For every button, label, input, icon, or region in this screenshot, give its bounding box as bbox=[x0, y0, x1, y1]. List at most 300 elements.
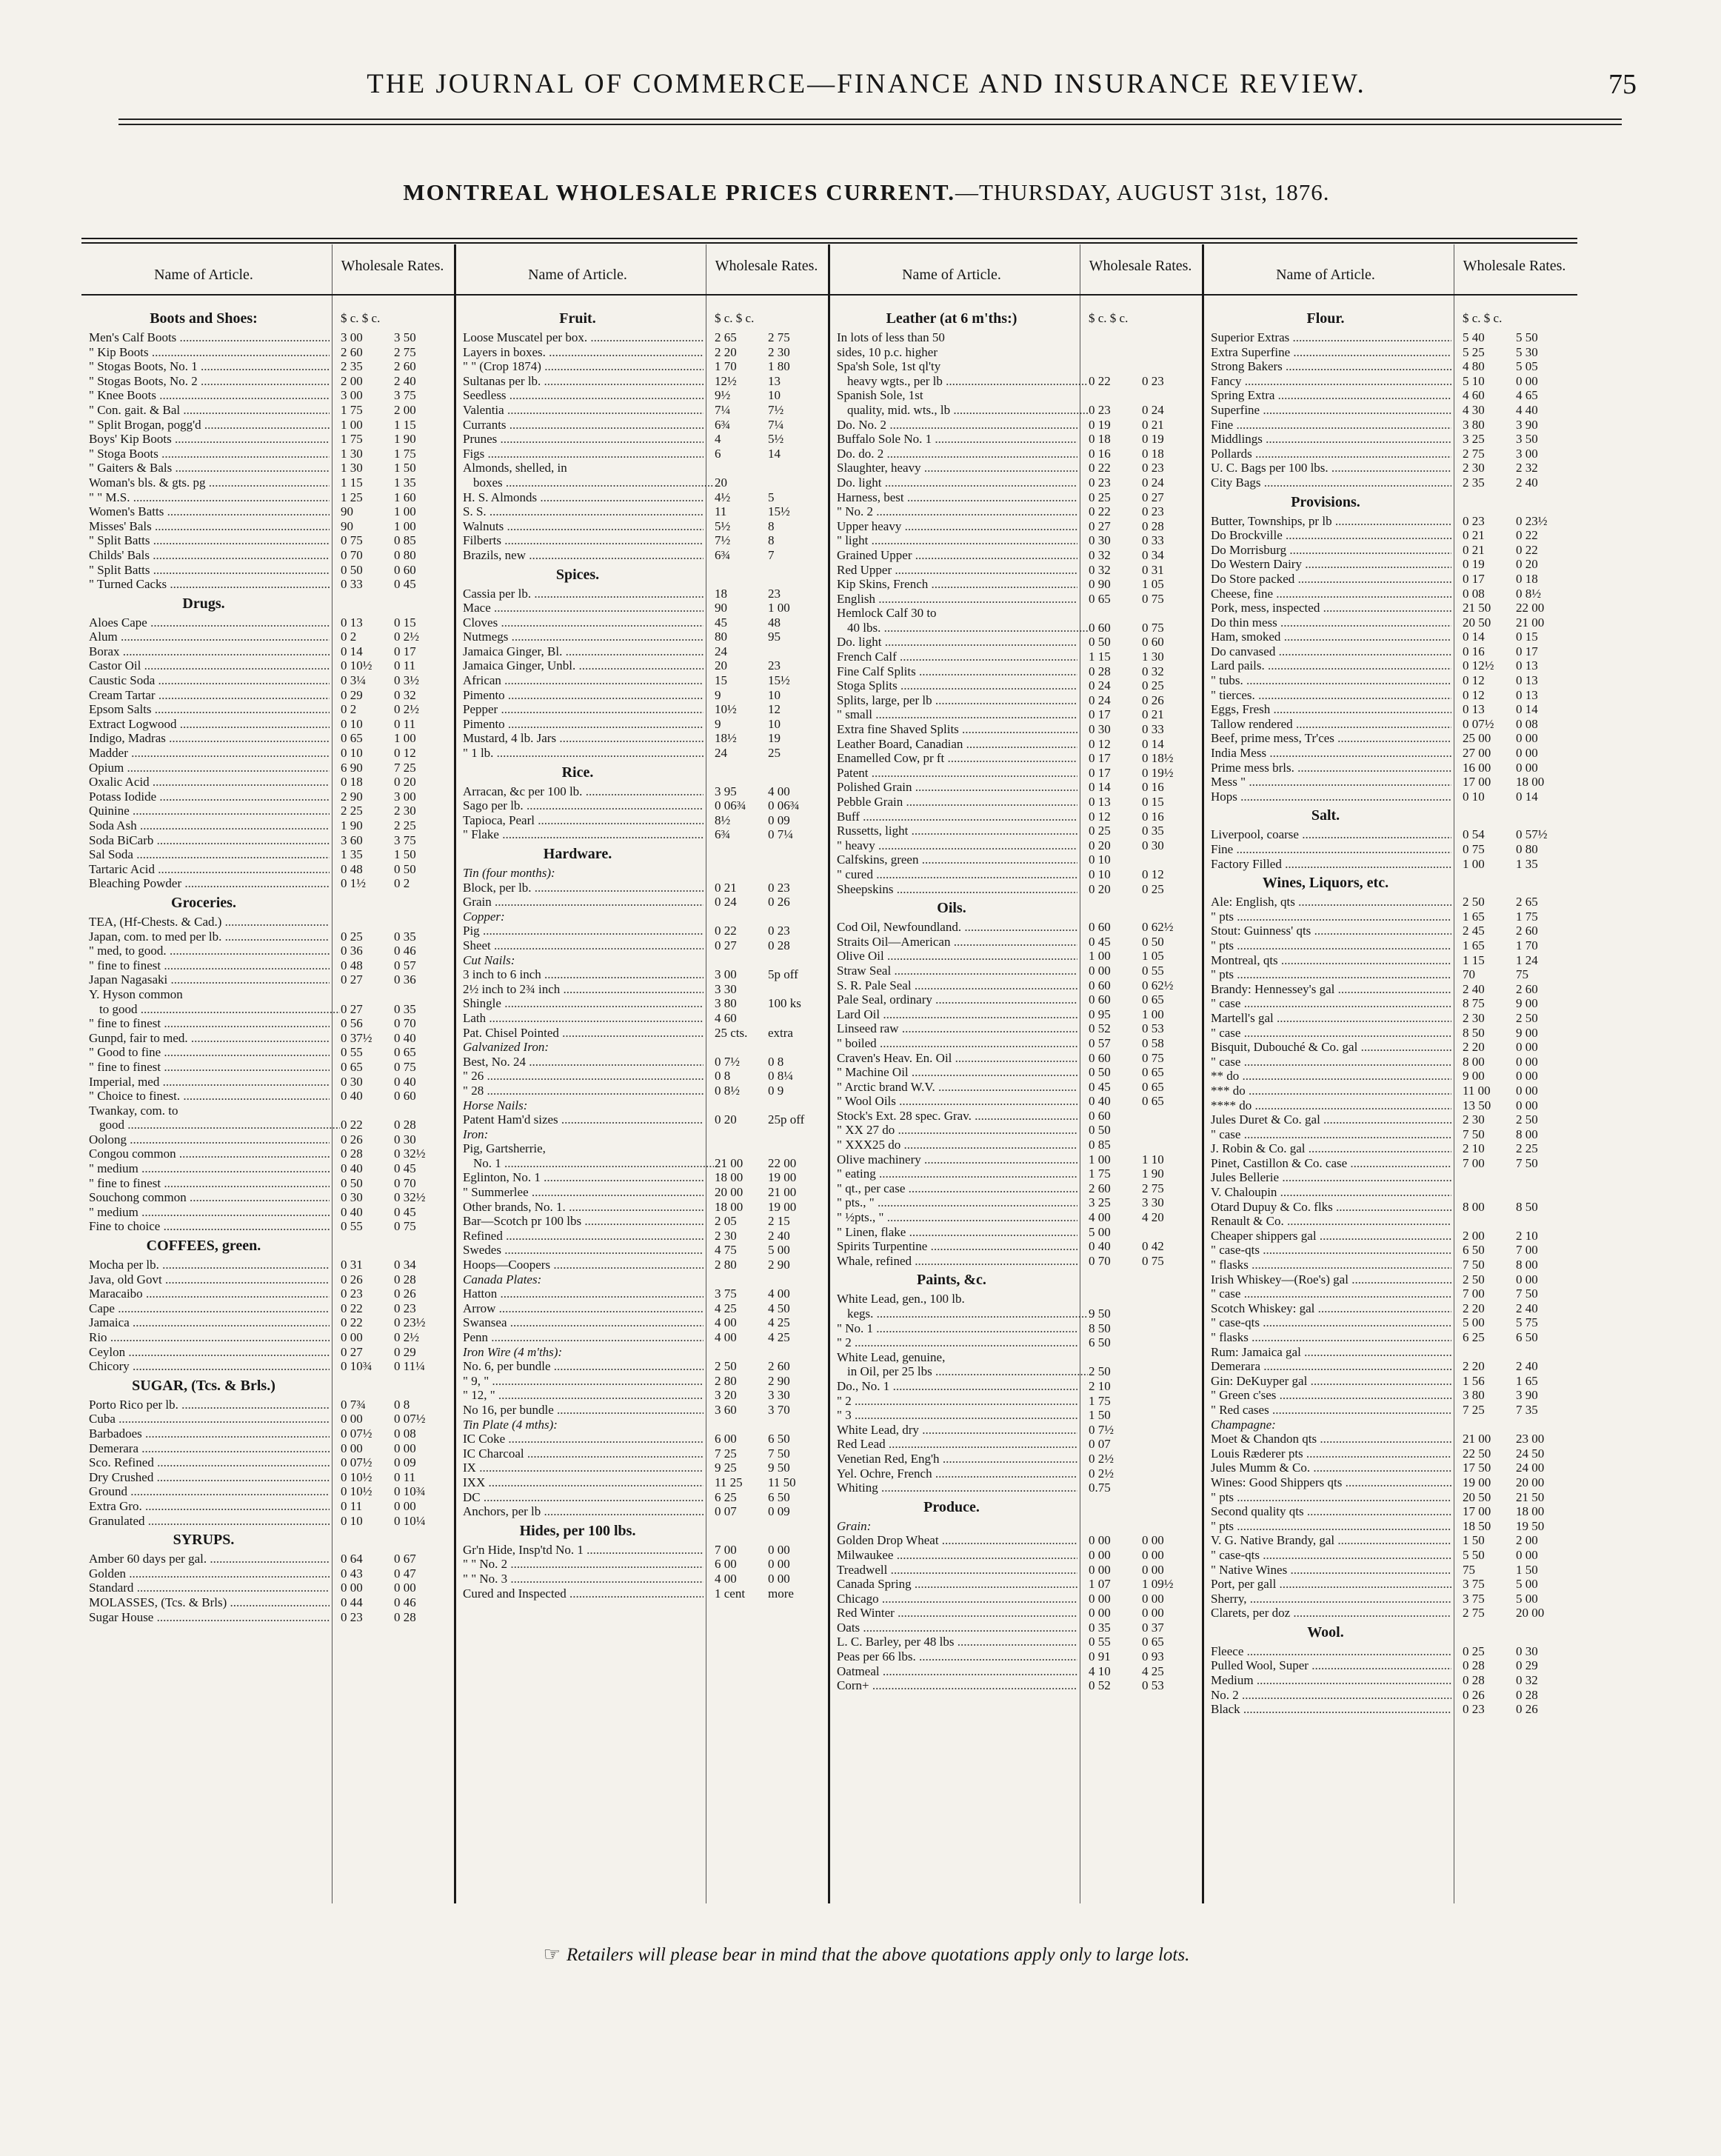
low-rate: 10½ bbox=[715, 702, 737, 717]
price-row bbox=[455, 533, 829, 548]
high-rate: 0 42 bbox=[1142, 1239, 1164, 1254]
article-name: Java, old Govt ..... bbox=[89, 1272, 330, 1287]
high-rate: 0 30 bbox=[1142, 838, 1164, 852]
high-rate: 0 32½ bbox=[394, 1147, 426, 1161]
low-rate: 0 14 bbox=[341, 644, 363, 658]
article-name: 2½ inch to 2¾ inch ..... bbox=[463, 982, 704, 997]
high-rate: 0 53 bbox=[1142, 1021, 1164, 1036]
article-name: Sherry, ..... bbox=[1211, 1592, 1451, 1606]
low-rate: 6¾ bbox=[715, 417, 731, 432]
price-row bbox=[455, 1315, 829, 1330]
price-row bbox=[455, 418, 829, 433]
article-name: Fine to choice ..... bbox=[89, 1219, 330, 1234]
article-name: 40 lbs. ..... bbox=[847, 621, 1088, 635]
high-rate: 3 00 bbox=[1516, 446, 1538, 461]
price-row bbox=[81, 577, 455, 592]
high-rate: 7½ bbox=[768, 402, 784, 417]
article-name: " Con. gait. & Bal ..... bbox=[89, 403, 330, 418]
price-row bbox=[829, 1306, 1203, 1321]
article-name: Butter, Townships, pr lb ..... bbox=[1211, 514, 1451, 529]
price-row bbox=[81, 1595, 455, 1610]
price-row bbox=[81, 1499, 455, 1514]
high-rate: 13 bbox=[768, 373, 781, 388]
low-rate: 0 40 bbox=[1089, 1094, 1111, 1109]
article-name: Buffalo Sole No. 1 ..... bbox=[837, 432, 1077, 447]
price-row bbox=[81, 345, 455, 360]
price-row bbox=[455, 504, 829, 519]
high-rate: 0 65 bbox=[1142, 1635, 1164, 1649]
article-name: " Stogas Boots, No. 2 ..... bbox=[89, 374, 330, 389]
price-row bbox=[81, 1104, 455, 1118]
low-rate: 0 10 bbox=[341, 746, 363, 761]
section-heading: SYRUPS. bbox=[173, 1532, 235, 1549]
price-row bbox=[829, 345, 1203, 360]
price-row bbox=[1203, 702, 1577, 717]
article-name: Whale, refined ..... bbox=[837, 1254, 1077, 1269]
high-rate: 6 50 bbox=[768, 1432, 790, 1446]
low-rate: 0 25 bbox=[1089, 824, 1111, 838]
low-rate: 24 bbox=[715, 746, 727, 761]
price-row bbox=[829, 678, 1203, 693]
high-rate: 0 47 bbox=[394, 1566, 416, 1581]
low-rate: 2 20 bbox=[715, 344, 737, 359]
high-rate: 0 14 bbox=[1142, 736, 1164, 751]
price-row bbox=[455, 388, 829, 403]
article-name: Soda Ash ..... bbox=[89, 818, 330, 833]
low-rate: 9½ bbox=[715, 388, 731, 403]
price-row bbox=[1203, 1170, 1577, 1185]
low-rate: 2 35 bbox=[341, 359, 363, 374]
high-rate: 21 00 bbox=[1516, 615, 1545, 630]
price-row bbox=[829, 978, 1203, 993]
price-row bbox=[1203, 1403, 1577, 1418]
article-name: Pimento ..... bbox=[463, 717, 704, 732]
high-rate: 0 32 bbox=[1142, 664, 1164, 678]
low-rate: 4 30 bbox=[1463, 402, 1485, 417]
price-column-1 bbox=[81, 244, 455, 1903]
article-name: " Kip Boots ..... bbox=[89, 345, 330, 360]
article-name: Sago per lb. ..... bbox=[463, 798, 704, 813]
price-row bbox=[829, 1664, 1203, 1679]
article-name: Cod Oil, Newfoundland. ..... bbox=[837, 920, 1077, 935]
high-rate: 9 00 bbox=[1516, 996, 1538, 1011]
article-name: Loose Muscatel per box. ..... bbox=[463, 330, 704, 345]
article-name: Polished Grain ..... bbox=[837, 780, 1077, 795]
high-rate: 4 25 bbox=[768, 1330, 790, 1344]
high-rate: 0 2½ bbox=[394, 630, 419, 644]
high-rate: 0 00 bbox=[1142, 1591, 1164, 1606]
high-rate: 0 2 bbox=[394, 876, 410, 891]
article-name: Spa'sh Sole, 1st ql'ty bbox=[837, 359, 941, 374]
article-name: Cuba ..... bbox=[89, 1412, 330, 1426]
article-name: Cheaper shippers gal ..... bbox=[1211, 1229, 1451, 1244]
price-row bbox=[81, 1412, 455, 1426]
high-rate: 0 3½ bbox=[394, 673, 419, 688]
price-row bbox=[1203, 953, 1577, 968]
article-name: Men's Calf Boots ..... bbox=[89, 330, 330, 345]
price-row bbox=[1203, 475, 1577, 490]
price-row bbox=[455, 924, 829, 938]
low-rate: 1 07 bbox=[1089, 1577, 1111, 1592]
high-rate: 3 50 bbox=[394, 330, 416, 344]
section-heading-row bbox=[1203, 871, 1577, 895]
high-rate: 5½ bbox=[768, 432, 784, 447]
price-row bbox=[455, 1446, 829, 1461]
price-row bbox=[455, 731, 829, 746]
article-name: Do. No. 2 ..... bbox=[837, 418, 1077, 433]
high-rate: 0 26 bbox=[1516, 1702, 1538, 1717]
price-row bbox=[1203, 1055, 1577, 1069]
article-name: Gr'n Hide, Insp'td No. 1 ..... bbox=[463, 1543, 704, 1558]
article-name: " case ..... bbox=[1211, 1286, 1451, 1301]
low-rate: 7 00 bbox=[1463, 1155, 1485, 1170]
article-name: " " No. 3 ..... bbox=[463, 1572, 704, 1586]
section-heading-row bbox=[455, 842, 829, 866]
price-row bbox=[1203, 330, 1577, 345]
high-rate: 0 75 bbox=[394, 1059, 416, 1074]
high-rate: 1 50 bbox=[394, 847, 416, 862]
article-name: Hops ..... bbox=[1211, 790, 1451, 804]
low-rate: 0 14 bbox=[1463, 630, 1485, 644]
low-rate: 7 00 bbox=[715, 1542, 737, 1557]
low-rate: 6 50 bbox=[1463, 1243, 1485, 1258]
price-row bbox=[455, 1359, 829, 1374]
high-rate: 0 28 bbox=[394, 1272, 416, 1286]
high-rate: 21 00 bbox=[768, 1185, 797, 1200]
price-row bbox=[829, 795, 1203, 810]
low-rate: 0 65 bbox=[341, 731, 363, 746]
high-rate: 8 bbox=[768, 533, 775, 548]
high-rate: 0 28 bbox=[1142, 518, 1164, 533]
low-rate: 0 23 bbox=[1089, 402, 1111, 417]
price-row bbox=[455, 1475, 829, 1490]
price-row bbox=[1203, 1548, 1577, 1563]
high-rate: 3 90 bbox=[1516, 417, 1538, 432]
low-rate: 20 00 bbox=[715, 1185, 743, 1200]
article-name: Patent ..... bbox=[837, 766, 1077, 781]
article-name: " case ..... bbox=[1211, 996, 1451, 1011]
low-rate: 2 75 bbox=[1463, 446, 1485, 461]
price-row bbox=[1203, 1577, 1577, 1592]
high-rate: 3 75 bbox=[394, 388, 416, 403]
low-rate: 0 50 bbox=[1089, 635, 1111, 650]
low-rate: 0 23 bbox=[341, 1609, 363, 1624]
high-rate: 1 00 bbox=[394, 731, 416, 746]
price-row bbox=[1203, 345, 1577, 360]
price-row bbox=[829, 606, 1203, 621]
price-row bbox=[829, 1364, 1203, 1379]
low-rate: 4 25 bbox=[715, 1301, 737, 1315]
low-rate: 70 bbox=[1463, 967, 1475, 982]
high-rate: 0 55 bbox=[1142, 963, 1164, 978]
low-rate: 0 30 bbox=[1089, 533, 1111, 548]
article-name: White Lead, gen., 100 lb. bbox=[837, 1292, 965, 1306]
article-name: Renault & Co. ..... bbox=[1211, 1214, 1451, 1229]
high-rate: 12 bbox=[768, 702, 781, 717]
article-name: " Choice to finest. ..... bbox=[89, 1089, 330, 1104]
section-heading: Wines, Liquors, etc. bbox=[1262, 875, 1389, 892]
price-row bbox=[455, 953, 829, 968]
price-row bbox=[455, 461, 829, 475]
high-rate: 22 00 bbox=[1516, 601, 1545, 615]
high-rate: 0 25 bbox=[1142, 881, 1164, 896]
low-rate: 0 30 bbox=[341, 1074, 363, 1089]
price-row bbox=[1203, 1702, 1577, 1717]
high-rate: 0 27 bbox=[1142, 490, 1164, 504]
article-name: Corn+ ..... bbox=[837, 1678, 1077, 1693]
price-row bbox=[829, 1109, 1203, 1124]
high-rate: 0 7¼ bbox=[768, 827, 793, 842]
high-rate: 7¼ bbox=[768, 417, 784, 432]
high-rate: 0 28 bbox=[394, 1609, 416, 1624]
article-name: " Gaiters & Bals ..... bbox=[89, 461, 330, 475]
price-row bbox=[455, 587, 829, 601]
price-row bbox=[455, 798, 829, 813]
article-name: Superfine ..... bbox=[1211, 403, 1451, 418]
article-name: Imperial, med ..... bbox=[89, 1075, 330, 1089]
article-name: Irish Whiskey—(Roe's) gal ..... bbox=[1211, 1272, 1451, 1287]
low-rate: 0 28 bbox=[1463, 1673, 1485, 1688]
article-name: In lots of less than 50 bbox=[837, 330, 945, 344]
article-name: Gunpd, fair to med. ..... bbox=[89, 1031, 330, 1046]
article-name: Horse Nails: bbox=[463, 1098, 528, 1112]
low-rate: 1 00 bbox=[1089, 949, 1111, 964]
low-rate: 0 40 bbox=[341, 1089, 363, 1104]
article-name: 3 inch to 6 inch ..... bbox=[463, 967, 704, 982]
price-row bbox=[1203, 658, 1577, 673]
low-rate: 1 cent bbox=[715, 1586, 746, 1601]
low-rate: 0 23 bbox=[1463, 1702, 1485, 1717]
article-name: Borax ..... bbox=[89, 644, 330, 659]
high-rate: 0 10¼ bbox=[394, 1513, 426, 1528]
high-rate: 0 35 bbox=[394, 1001, 416, 1016]
article-name: " Machine Oil ..... bbox=[837, 1065, 1077, 1080]
low-rate: 17 00 bbox=[1463, 1504, 1491, 1519]
article-name: African ..... bbox=[463, 673, 704, 688]
high-rate: 3 30 bbox=[1142, 1195, 1164, 1210]
article-name: Anchors, per lb ..... bbox=[463, 1504, 704, 1519]
high-rate: 9 50 bbox=[768, 1461, 790, 1475]
price-row bbox=[81, 1455, 455, 1470]
low-rate: 3 80 bbox=[1463, 1388, 1485, 1403]
article-name: Cured and Inspected ..... bbox=[463, 1586, 704, 1601]
high-rate: 1 50 bbox=[1516, 1562, 1538, 1577]
column-header-name: Name of Article. bbox=[1276, 267, 1375, 283]
article-name: boxes ..... bbox=[473, 475, 714, 490]
high-rate: 0 2½ bbox=[394, 1330, 419, 1344]
low-rate: 4 00 bbox=[715, 1315, 737, 1330]
price-row bbox=[829, 1394, 1203, 1409]
price-table bbox=[81, 233, 1577, 1915]
article-name: Hatton ..... bbox=[463, 1286, 704, 1301]
high-rate: 0 65 bbox=[1142, 992, 1164, 1007]
price-row bbox=[455, 359, 829, 374]
low-rate: 0 28 bbox=[341, 1147, 363, 1161]
high-rate: 0 46 bbox=[394, 1595, 416, 1609]
low-rate: 0 10½ bbox=[341, 658, 372, 673]
article-name: Golden Drop Wheat ..... bbox=[837, 1533, 1077, 1548]
price-row bbox=[1203, 1658, 1577, 1673]
low-rate: 6 90 bbox=[341, 760, 363, 775]
price-row bbox=[829, 388, 1203, 403]
article-name: Seedless ..... bbox=[463, 388, 704, 403]
price-row bbox=[1203, 1330, 1577, 1345]
low-rate: 4 60 bbox=[715, 1010, 737, 1025]
high-rate: 7 00 bbox=[1516, 1243, 1538, 1258]
high-rate: 19 00 bbox=[768, 1199, 797, 1214]
low-rate: 2 75 bbox=[1463, 1606, 1485, 1621]
high-rate: 0 11 bbox=[394, 658, 416, 673]
header-bottom-rule bbox=[81, 294, 1577, 296]
article-name: " case-qts ..... bbox=[1211, 1315, 1451, 1330]
price-row bbox=[81, 1398, 455, 1412]
price-row bbox=[455, 910, 829, 924]
price-row bbox=[81, 1031, 455, 1046]
low-rate: 5 10 bbox=[1463, 373, 1485, 388]
footer-note-text: Retailers will please bear in mind that the above quotations apply only to large lots. bbox=[566, 1945, 1190, 1965]
article-name: Chicago ..... bbox=[837, 1592, 1077, 1606]
high-rate: 5 00 bbox=[1516, 1577, 1538, 1592]
low-rate: 4 75 bbox=[715, 1243, 737, 1258]
article-name: Oatmeal ..... bbox=[837, 1664, 1077, 1679]
article-name: " case-qts ..... bbox=[1211, 1243, 1451, 1258]
price-row bbox=[455, 447, 829, 461]
high-rate: 3 75 bbox=[394, 832, 416, 847]
price-row bbox=[455, 475, 829, 490]
price-row bbox=[1203, 1272, 1577, 1287]
low-rate: 21 00 bbox=[1463, 1432, 1491, 1446]
price-row bbox=[81, 790, 455, 804]
low-rate: 11 25 bbox=[715, 1475, 743, 1489]
high-rate: 25p off bbox=[768, 1112, 805, 1127]
low-rate: 0 1½ bbox=[341, 876, 366, 891]
high-rate: 1 90 bbox=[1142, 1167, 1164, 1181]
article-name: White Lead, genuine, bbox=[837, 1349, 946, 1364]
low-rate: 0 25 bbox=[1089, 490, 1111, 504]
article-name: Milwaukee ..... bbox=[837, 1548, 1077, 1563]
high-rate: 20 00 bbox=[1516, 1475, 1545, 1489]
price-row bbox=[81, 1075, 455, 1089]
high-rate: 0 11¼ bbox=[394, 1359, 425, 1374]
low-rate: 1 00 bbox=[1089, 1152, 1111, 1167]
price-row bbox=[829, 447, 1203, 461]
high-rate: 0 8 bbox=[768, 1054, 784, 1069]
low-rate: 20 bbox=[715, 475, 727, 490]
low-rate: 0 55 bbox=[1089, 1635, 1111, 1649]
low-rate: 1 75 bbox=[1089, 1393, 1111, 1408]
low-rate: 2 35 bbox=[1463, 475, 1485, 490]
article-name: Enamelled Cow, pr ft ..... bbox=[837, 751, 1077, 766]
high-rate: 0 16 bbox=[1142, 809, 1164, 824]
low-rate: 0 12½ bbox=[1463, 658, 1494, 673]
low-rate: 0 20 bbox=[1089, 881, 1111, 896]
low-rate: 0 57 bbox=[1089, 1035, 1111, 1050]
article-name: Clarets, per doz ..... bbox=[1211, 1606, 1451, 1621]
low-rate: 3 00 bbox=[341, 388, 363, 403]
price-row bbox=[1203, 1461, 1577, 1475]
article-name: " small ..... bbox=[837, 707, 1077, 722]
price-row bbox=[1203, 1243, 1577, 1258]
article-name: " pts., " ..... bbox=[837, 1195, 1077, 1210]
article-name: " Red cases ..... bbox=[1211, 1403, 1451, 1418]
price-row bbox=[1203, 673, 1577, 688]
article-name: Misses' Bals ..... bbox=[89, 519, 330, 534]
section-heading: Provisions. bbox=[1291, 493, 1360, 510]
low-rate: 2 50 bbox=[1089, 1364, 1111, 1379]
price-row bbox=[81, 804, 455, 818]
high-rate: 0 00 bbox=[1516, 760, 1538, 775]
low-rate: 2 00 bbox=[341, 373, 363, 388]
low-rate: 4 00 bbox=[1089, 1210, 1111, 1225]
price-row bbox=[1203, 910, 1577, 924]
column-header bbox=[829, 258, 1203, 302]
article-name: No. 1 ..... bbox=[473, 1156, 714, 1171]
price-row bbox=[1203, 1418, 1577, 1432]
price-row bbox=[829, 722, 1203, 737]
high-rate: 2 40 bbox=[1516, 1359, 1538, 1374]
article-name: Do. do. 2 ..... bbox=[837, 447, 1077, 461]
price-row bbox=[829, 1239, 1203, 1254]
article-name: Quinine ..... bbox=[89, 804, 330, 818]
low-rate: 6¾ bbox=[715, 827, 731, 842]
low-rate: 18 00 bbox=[715, 1170, 743, 1185]
price-row bbox=[81, 1190, 455, 1205]
page-number: 75 bbox=[1608, 69, 1637, 100]
low-rate: 2 65 bbox=[715, 330, 737, 344]
price-row bbox=[829, 504, 1203, 519]
section-heading: Boots and Shoes: bbox=[150, 310, 258, 327]
high-rate: 0 22 bbox=[1516, 542, 1538, 557]
low-rate: 0 17 bbox=[1463, 571, 1485, 586]
low-rate: 0 07 bbox=[715, 1504, 737, 1519]
price-row bbox=[1203, 1141, 1577, 1156]
high-rate: 23 bbox=[768, 658, 781, 673]
article-name: Superior Extras ..... bbox=[1211, 330, 1451, 345]
price-row bbox=[81, 1514, 455, 1529]
low-rate: 24 bbox=[715, 644, 727, 658]
article-name: Factory Filled ..... bbox=[1211, 857, 1451, 872]
low-rate: 0 3¼ bbox=[341, 673, 366, 688]
high-rate: 0 08 bbox=[1516, 716, 1538, 731]
low-rate: 0 22 bbox=[1089, 504, 1111, 519]
low-rate: 3 75 bbox=[1463, 1577, 1485, 1592]
high-rate: 2 90 bbox=[768, 1258, 790, 1272]
high-rate: 0 26 bbox=[768, 895, 790, 910]
section-title-date: —THURSDAY, AUGUST 31st, 1876. bbox=[955, 179, 1330, 205]
low-rate: 0 14 bbox=[1089, 780, 1111, 795]
high-rate: 25 bbox=[768, 746, 781, 761]
article-name: " Split Batts ..... bbox=[89, 533, 330, 548]
price-row bbox=[81, 972, 455, 987]
low-rate: 0 52 bbox=[1089, 1021, 1111, 1036]
price-row bbox=[81, 761, 455, 775]
article-name: Sheet ..... bbox=[463, 938, 704, 953]
price-row bbox=[81, 1016, 455, 1031]
low-rate: 0 21 bbox=[1463, 528, 1485, 543]
article-name: " Stogas Boots, No. 1 ..... bbox=[89, 359, 330, 374]
article-name: Cloves ..... bbox=[463, 615, 704, 630]
price-row bbox=[81, 490, 455, 505]
section-heading: SUGAR, (Tcs. & Brls.) bbox=[132, 1377, 275, 1394]
article-name: Spanish Sole, 1st bbox=[837, 388, 923, 403]
low-rate: 90 bbox=[341, 504, 353, 519]
low-rate: 2 20 bbox=[1463, 1301, 1485, 1315]
low-rate: 0 65 bbox=[1089, 591, 1111, 606]
article-name: Jamaica ..... bbox=[89, 1315, 330, 1330]
price-row bbox=[829, 1021, 1203, 1036]
high-rate: 2 90 bbox=[768, 1373, 790, 1388]
low-rate: 0 10 bbox=[341, 716, 363, 731]
